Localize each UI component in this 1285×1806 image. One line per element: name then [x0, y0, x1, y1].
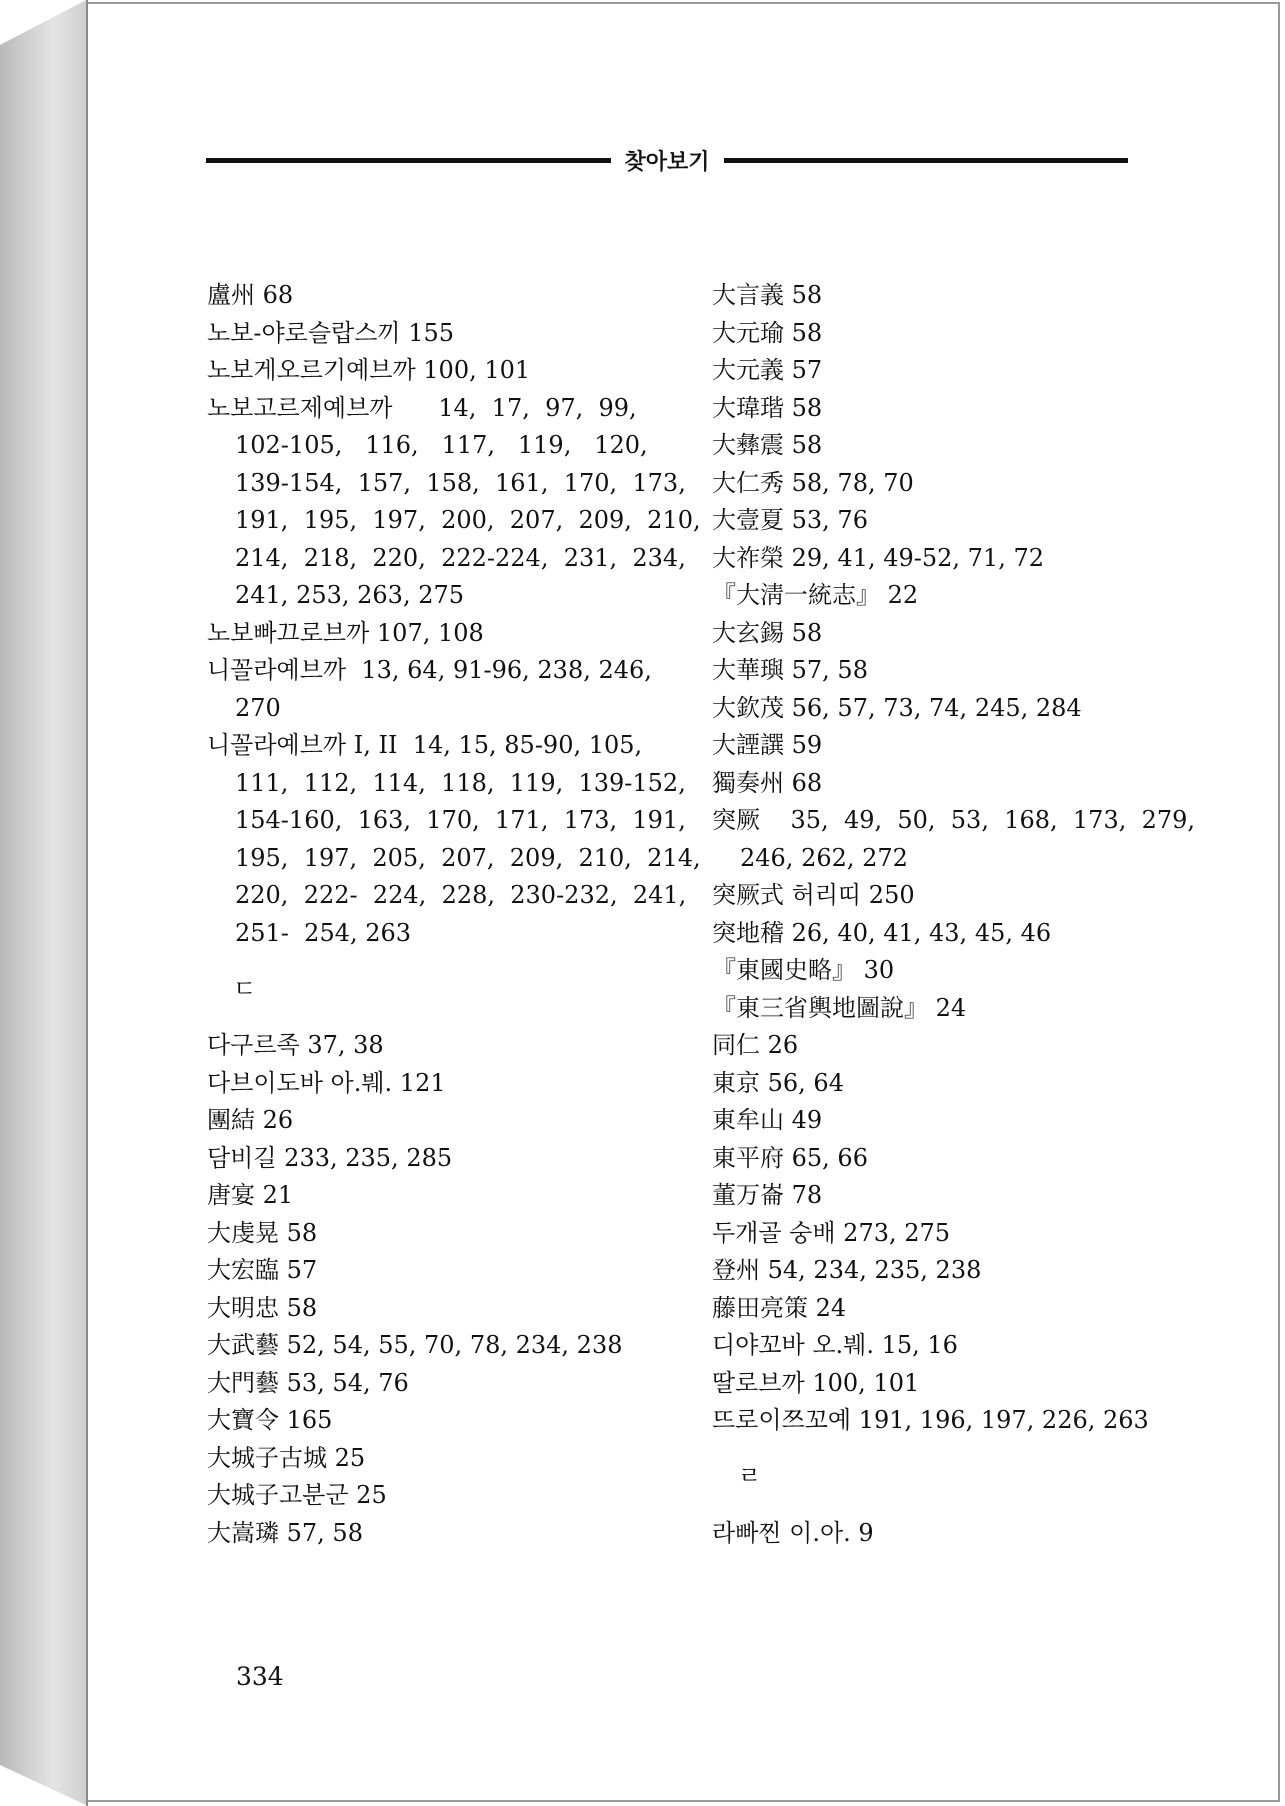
index-entry: 董万崙 78 — [712, 1181, 823, 1209]
index-entry: 東牟山 49 — [712, 1106, 823, 1134]
section-heading-d: ㄷ — [233, 974, 257, 1003]
index-entry: 디야꼬바 오.붸. 15, 16 — [712, 1331, 958, 1359]
index-entry: 大嵩璘 57, 58 — [207, 1518, 363, 1547]
index-entry: 노보게오르기예브까 100, 101 — [207, 356, 531, 384]
index-entry: 大元瑜 58 — [712, 318, 823, 347]
index-entry: 大言義 58 — [712, 281, 823, 309]
index-entry: 團結 26 — [207, 1106, 294, 1134]
index-entry: 大祚榮 29, 41, 49-52, 71, 72 — [712, 543, 1045, 572]
index-entry: 두개골 숭배 273, 275 — [712, 1218, 951, 1247]
page-number: 334 — [236, 1662, 284, 1691]
index-entry: 노보-야로슬랍스끼 155 — [207, 318, 455, 347]
entry-first-line: 니꼴라예브까 I, II 14, 15, 85-90, 105, — [207, 731, 643, 759]
index-entry: 大虔晃 58 — [207, 1218, 318, 1247]
index-entry: 大門藝 53, 54, 76 — [207, 1368, 409, 1397]
index-entry: 東平府 65, 66 — [712, 1143, 868, 1172]
index-entry: 노보빠끄로브까 107, 108 — [207, 618, 484, 647]
index-entry: 딸로브까 100, 101 — [712, 1368, 920, 1397]
entry-continuation: 251- 254, 263 — [235, 918, 412, 947]
index-entry: 大元義 57 — [712, 356, 823, 384]
index-entry: 『大淸一統志』 22 — [712, 581, 919, 609]
entry-first-line: 노보고르제예브까 14, 17, 97, 99, — [207, 393, 637, 422]
index-entry: 獨奏州 68 — [712, 768, 823, 797]
index-entry: 大瑋瑎 58 — [712, 393, 823, 422]
index-entry-multiline — [207, 652, 652, 727]
index-entry: 라빠찐 이.아. 9 — [712, 1518, 874, 1547]
index-entry: 藤田亮策 24 — [712, 1293, 847, 1322]
entry-continuation: 154-160, 163, 170, 171, 173, 191, — [235, 806, 686, 834]
header-rule-right — [724, 158, 1129, 163]
index-entry: 大諲譔 59 — [712, 731, 823, 759]
index-entry: 大城子고분군 25 — [207, 1481, 387, 1509]
index-entry: 大華璵 57, 58 — [712, 656, 868, 684]
index-column-right — [712, 277, 1196, 1552]
entry-first-line: 突厥 35, 49, 50, 53, 168, 173, 279, — [712, 806, 1196, 834]
index-entry: 『東國史略』 30 — [712, 956, 895, 984]
index-entry-multiline — [207, 727, 701, 952]
index-entry: 大彝震 58 — [712, 431, 823, 459]
index-entry: 東京 56, 64 — [712, 1068, 844, 1097]
index-entry: 大寶令 165 — [207, 1406, 333, 1434]
index-column-left — [207, 277, 701, 1552]
entry-continuation: 270 — [235, 693, 281, 722]
running-header — [206, 140, 1128, 180]
index-entry: 登州 54, 234, 235, 238 — [712, 1256, 982, 1284]
section-heading-r: ㄹ — [738, 1462, 762, 1491]
index-entry: 盧州 68 — [207, 281, 294, 309]
index-entry: 突厥式 허리띠 250 — [712, 881, 915, 909]
index-entry: 突地稽 26, 40, 41, 43, 45, 46 — [712, 918, 1052, 947]
index-entry: 다브이도바 아.붸. 121 — [207, 1068, 446, 1097]
index-entry: 담비길 233, 235, 285 — [207, 1143, 453, 1172]
index-entry: 大武藝 52, 54, 55, 70, 78, 234, 238 — [207, 1331, 623, 1359]
index-entry: 大仁秀 58, 78, 70 — [712, 468, 914, 497]
header-title: 찾아보기 — [624, 149, 710, 175]
entry-continuation: 241, 253, 263, 275 — [235, 581, 465, 609]
entry-continuation: 195, 197, 205, 207, 209, 210, 214, — [235, 843, 701, 872]
entry-continuation: 111, 112, 114, 118, 119, 139-152, — [235, 768, 686, 797]
entry-continuation: 102-105, 116, 117, 119, 120, — [235, 431, 648, 459]
index-entry: 唐宴 21 — [207, 1181, 294, 1209]
entry-continuation: 191, 195, 197, 200, 207, 209, 210, — [235, 506, 701, 534]
entry-first-line: 니꼴라예브까 13, 64, 91-96, 238, 246, — [207, 656, 652, 684]
header-rule-left — [206, 158, 611, 163]
index-entry-multiline — [712, 802, 1196, 877]
index-entry: 大宏臨 57 — [207, 1256, 318, 1284]
entry-continuation: 220, 222- 224, 228, 230-232, 241, — [235, 881, 687, 909]
entry-continuation: 139-154, 157, 158, 161, 170, 173, — [235, 468, 686, 497]
index-entry: 大欽茂 56, 57, 73, 74, 245, 284 — [712, 693, 1082, 722]
index-entry: 다구르족 37, 38 — [207, 1031, 384, 1059]
entry-continuation: 214, 218, 220, 222-224, 231, 234, — [235, 543, 686, 572]
index-entry: 大壹夏 53, 76 — [712, 506, 868, 534]
index-entry: 大城子古城 25 — [207, 1443, 366, 1472]
index-entry-multiline — [207, 390, 701, 615]
index-entry: 『東三省輿地圖說』 24 — [712, 993, 967, 1022]
index-entry: 大玄錫 58 — [712, 618, 823, 647]
book-spine-edge — [0, 0, 88, 1806]
index-entry: 뜨로이쯔꼬예 191, 196, 197, 226, 263 — [712, 1406, 1149, 1434]
index-entry: 同仁 26 — [712, 1031, 799, 1059]
entry-continuation: 246, 262, 272 — [740, 843, 908, 872]
index-entry: 大明忠 58 — [207, 1293, 318, 1322]
